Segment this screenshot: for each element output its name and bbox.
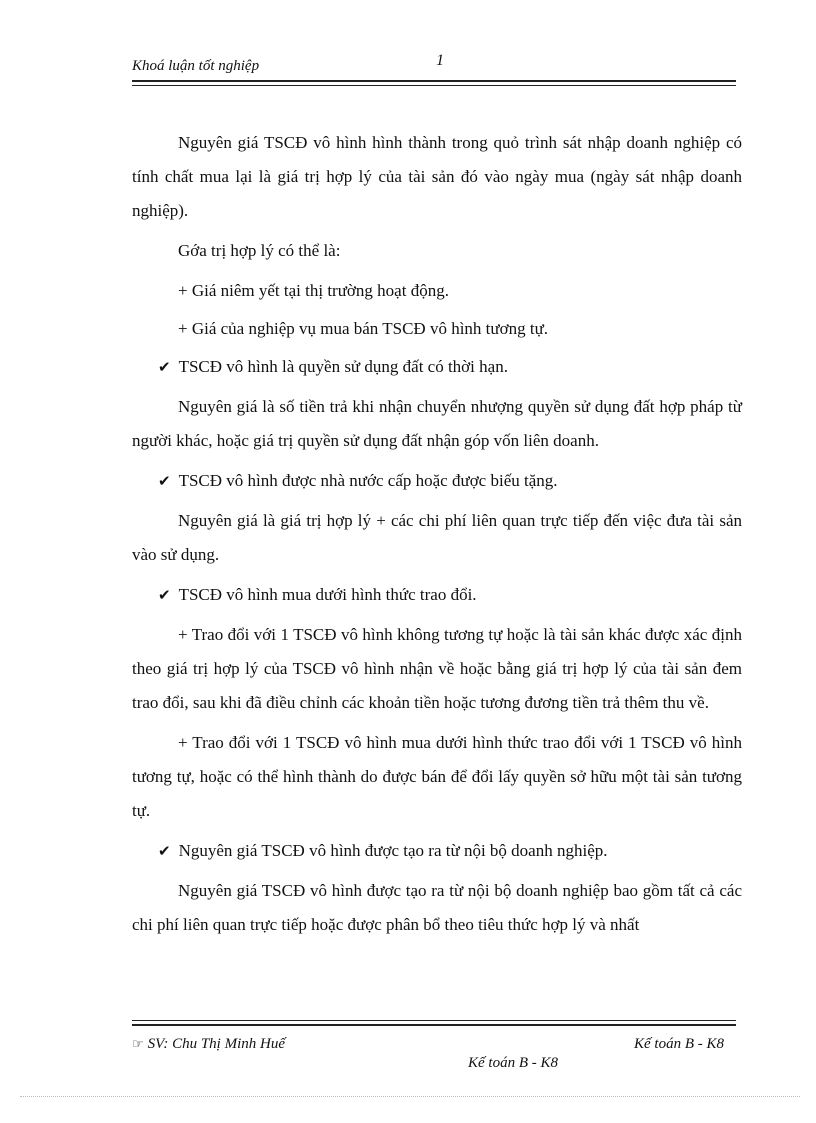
footer-class-right: Kế toán B - K8 bbox=[634, 1036, 724, 1052]
paragraph: Nguyên giá là số tiền trả khi nhận chuyển nhượng quyền sử dụng đất hợp pháp từ người khác, hoặc giá trị quyền sử dụng đất nhận góp vốn liên doanh. bbox=[132, 397, 742, 450]
paragraph: Nguyên giá TSCĐ vô hình được tạo ra từ nội bộ doanh nghiệp bao gồm tất cả các chi phí liên quan trực tiếp hoặc được phân bổ theo tiêu thức hợp lý và nhất bbox=[132, 881, 742, 934]
bullet-line: + Giá niêm yết tại thị trường hoạt động. bbox=[178, 281, 449, 300]
check-item-label: TSCĐ vô hình là quyền sử dụng đất có thời hạn. bbox=[178, 357, 508, 376]
bullet-line: + Giá của nghiệp vụ mua bán TSCĐ vô hình tương tự. bbox=[178, 319, 549, 338]
checkmark-icon: ✔ bbox=[158, 586, 171, 604]
checkmark-icon: ✔ bbox=[158, 472, 171, 490]
paragraph: + Trao đổi với 1 TSCĐ vô hình mua dưới hình thức trao đổi với 1 TSCĐ vô hình tương tự, hoặc có thể hình thành do được bán để đổi lấy quyền sở hữu một tài sản tương tự. bbox=[132, 733, 742, 820]
paragraph: Gớa trị hợp lý có thể là: bbox=[178, 241, 341, 260]
check-item bbox=[132, 350, 742, 384]
checkmark-icon: ✔ bbox=[158, 842, 171, 860]
header-rule-thick bbox=[132, 80, 736, 82]
header-title: Khoá luận tốt nghiệp bbox=[132, 58, 260, 74]
footer-author bbox=[132, 1036, 285, 1053]
paragraph: Nguyên giá TSCĐ vô hình hình thành trong quỏ trình sát nhập doanh nghiệp có tính chất mua lại là giá trị hợp lý của tài sản đó vào ngày mua (ngày sát nhập doanh nghiệp). bbox=[132, 133, 742, 220]
author-name: SV: Chu Thị Minh Huế bbox=[147, 1036, 286, 1052]
page-edge-divider bbox=[20, 1096, 800, 1097]
page-number: 1 bbox=[436, 52, 444, 69]
check-item bbox=[132, 834, 742, 868]
footer-rule-thick bbox=[132, 1024, 736, 1026]
header-rule-thin bbox=[132, 85, 736, 86]
check-item bbox=[132, 464, 742, 498]
document-body bbox=[132, 126, 742, 948]
footer-rule-thin bbox=[132, 1020, 736, 1021]
footer-class-center: Kế toán B - K8 bbox=[468, 1055, 558, 1071]
pointing-hand-icon: ☞ bbox=[132, 1037, 144, 1052]
check-item-label: TSCĐ vô hình mua dưới hình thức trao đổi. bbox=[178, 585, 477, 604]
paragraph: Nguyên giá là giá trị hợp lý + các chi phí liên quan trực tiếp đến việc đưa tài sản vào sử dụng. bbox=[132, 511, 742, 564]
checkmark-icon: ✔ bbox=[158, 358, 171, 376]
check-item-label: TSCĐ vô hình được nhà nước cấp hoặc được biếu tặng. bbox=[178, 471, 558, 490]
check-item bbox=[132, 578, 742, 612]
paragraph: + Trao đổi với 1 TSCĐ vô hình không tương tự hoặc là tài sản khác được xác định theo giá trị hợp lý của TSCĐ vô hình nhận về hoặc bằng giá trị hợp lý của tài sản đem trao đổi, sau khi đã điều chỉnh các khoản tiền hoặc tương đương tiền trả thêm thu về. bbox=[132, 625, 742, 712]
check-item-label: Nguyên giá TSCĐ vô hình được tạo ra từ nội bộ doanh nghiệp. bbox=[178, 841, 608, 860]
